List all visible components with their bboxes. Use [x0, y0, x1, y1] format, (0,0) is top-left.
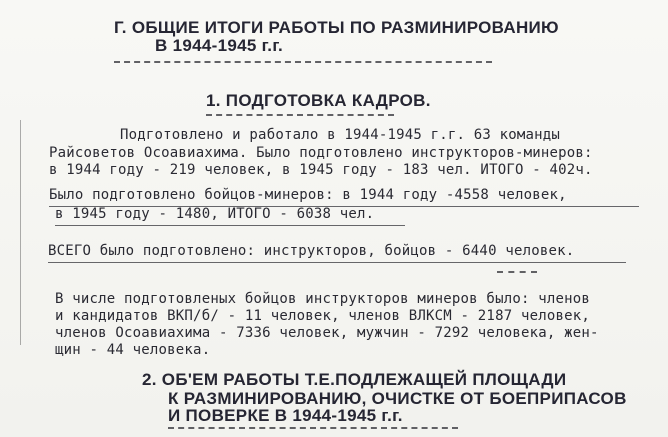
main-heading-line-1: Г. ОБЩИЕ ИТОГИ РАБОТЫ ПО РАЗМИНИРОВАНИЮ [114, 18, 559, 37]
paragraph-1-line-2: Райсоветов Осоавиахима. Было подготовлено инструкторов-минеров: [49, 145, 593, 161]
total-underline [48, 262, 626, 263]
margin-rule [20, 120, 21, 345]
total-emphasis-mark [497, 271, 537, 273]
paragraph-2-underline-1 [49, 206, 639, 207]
total-line: ВСЕГО было подготовлено: инструкторов, бойцов - 6440 человек. [48, 243, 575, 259]
paragraph-3-line-1: В числе подготовленых бойцов инструкторов минеров было: членов [55, 291, 590, 307]
paragraph-1-line-1: Подготовлено и работало в 1944-1945 г.г. 63 команды [120, 127, 561, 143]
paragraph-1-line-3: в 1944 году - 219 человек, в 1945 году - 183 чел. ИТОГО - 402ч. [49, 162, 593, 178]
paragraph-3-line-4: щин - 44 человека. [55, 342, 211, 358]
section-2-heading-line-1: 2. ОБ'ЕМ РАБОТЫ Т.Е.ПОДЛЕЖАЩЕЙ ПЛОЩАДИ [142, 370, 567, 389]
section-2-heading-line-2: К РАЗМИНИРОВАНИЮ, ОЧИСТКЕ ОТ БОЕПРИПАСОВ [168, 389, 627, 408]
main-heading-underline [114, 61, 492, 63]
section-2-heading-underline [168, 427, 458, 429]
section-1-underline [206, 114, 394, 116]
paragraph-3-line-3: членов Осоавиахима - 7336 человек, мужчин - 7292 человека, жен- [55, 325, 599, 341]
paragraph-2-line-1: Было подготовлено бойцов-минеров: в 1944 году -4558 человек, [49, 187, 567, 203]
paragraph-3-line-2: и кандидатов ВКП/б/ - 11 человек, членов ВЛКСМ - 2187 человек, [55, 308, 590, 324]
main-heading-line-2: В 1944-1945 г.г. [155, 36, 284, 55]
paragraph-2-line-2: в 1945 году - 1480, ИТОГО - 6038 чел. [55, 206, 375, 222]
paragraph-2-underline-2 [55, 225, 405, 226]
section-1-heading: 1. ПОДГОТОВКА КАДРОВ. [206, 91, 431, 110]
section-2-heading-line-3: И ПОВЕРКЕ В 1944-1945 г.г. [168, 406, 403, 425]
